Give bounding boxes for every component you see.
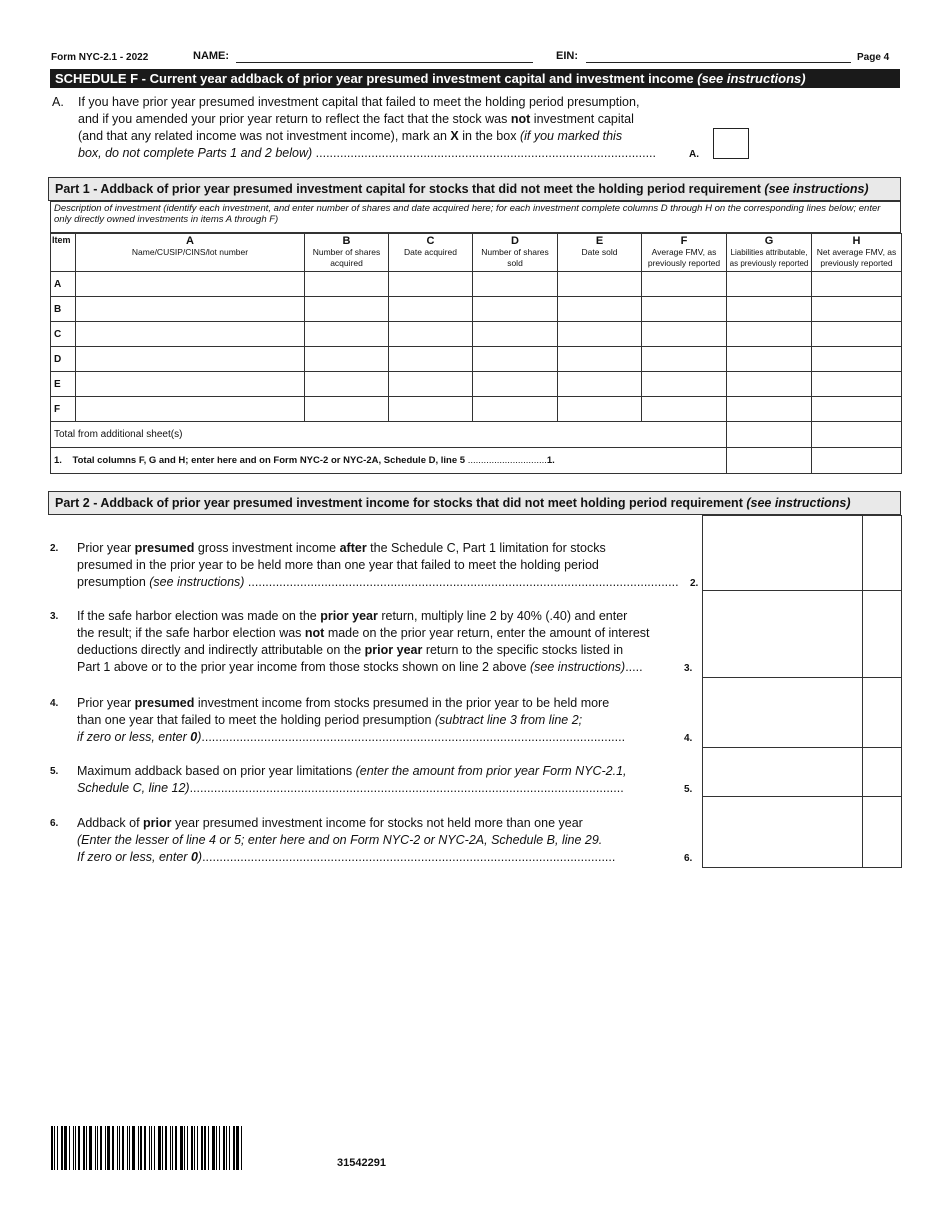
barcode-bar — [191, 1126, 193, 1170]
line-5 — [50, 763, 700, 797]
cell-f[interactable] — [642, 347, 727, 372]
col-h-header — [812, 234, 902, 272]
line-a-text-3-bold: X — [450, 129, 459, 143]
cell-a[interactable] — [76, 347, 305, 372]
col-f-label: Average FMV, as previously reported — [647, 247, 721, 268]
name-label: NAME: — [193, 50, 230, 62]
line-4 — [50, 695, 700, 747]
table-row — [51, 297, 902, 322]
part-2-title-note: (see instructions) — [746, 496, 851, 510]
cell-d[interactable] — [473, 347, 558, 372]
barcode-bar — [194, 1126, 195, 1170]
cell-c[interactable] — [389, 372, 473, 397]
cell-f[interactable] — [642, 397, 727, 422]
barcode-bar — [117, 1126, 118, 1170]
line-2-amount-box — [702, 515, 902, 591]
barcode-bar — [236, 1126, 239, 1170]
line-3-amount-box — [702, 590, 902, 678]
cell-e[interactable] — [558, 322, 642, 347]
line-4-text: Prior year presumed investment income from stocks presumed in the prior year to be held more than one year that failed to meet the holding period presumption (subtract line 3 from line 2; if zero or less, enter 0).......................................................................................................................... — [77, 696, 626, 744]
line-2-dollars[interactable] — [703, 516, 863, 590]
cell-g[interactable] — [727, 297, 812, 322]
table-row — [51, 322, 902, 347]
line-6-amount-box — [702, 796, 902, 868]
barcode-bar — [233, 1126, 235, 1170]
line-4-amount-box — [702, 677, 902, 748]
row-label: A — [51, 272, 76, 297]
line-a-text-1: If you have prior year presumed investment capital that failed to meet the holding period presumption, — [78, 95, 640, 109]
cell-e[interactable] — [558, 347, 642, 372]
barcode-bar — [51, 1126, 53, 1170]
col-g-label: Liabilities attributable, as previously reported — [729, 248, 809, 268]
line-2 — [50, 540, 700, 592]
cell-h[interactable] — [812, 372, 902, 397]
barcode-bar — [122, 1126, 124, 1170]
row-label: C — [51, 322, 76, 347]
line-6-cents[interactable] — [863, 797, 901, 867]
barcode-bar — [151, 1126, 152, 1170]
cell-c[interactable] — [389, 272, 473, 297]
form-number: 31542291 — [337, 1157, 386, 1169]
part-2-title-text: Part 2 - Addback of prior year presumed investment income for stocks that did not meet holding period requirement — [55, 496, 743, 510]
line-a-text-4-italic: box, do not complete Parts 1 and 2 below) — [78, 146, 313, 160]
part-1-header-row — [51, 234, 902, 272]
line-a-text-3a: (and that any related income was not investment income), mark an — [78, 129, 447, 143]
barcode-bar — [83, 1126, 85, 1170]
cell-f[interactable] — [642, 372, 727, 397]
barcode-bar — [119, 1126, 120, 1170]
col-c-label: Date acquired — [404, 247, 457, 257]
table-row — [51, 372, 902, 397]
col-f-header — [642, 234, 727, 272]
barcode-bar — [175, 1126, 177, 1170]
line-5-text: Maximum addback based on prior year limitations (enter the amount from prior year Form NYC-2.1, Schedule C, line 12)............................................................................................................................. — [77, 764, 627, 795]
cell-a[interactable] — [76, 272, 305, 297]
barcode-bar — [216, 1126, 217, 1170]
form-id: Form NYC-2.1 - 2022 — [51, 52, 149, 63]
total-additional-label: Total from additional sheet(s) — [51, 422, 727, 448]
barcode-bar — [223, 1126, 225, 1170]
cell-a[interactable] — [76, 322, 305, 347]
barcode-bar — [127, 1126, 128, 1170]
cell-h[interactable] — [812, 347, 902, 372]
col-d-letter: D — [511, 235, 519, 247]
col-b-label: Number of shares acquired — [312, 247, 381, 268]
table-row — [51, 347, 902, 372]
schedule-f-title — [50, 69, 900, 88]
barcode-bar — [187, 1126, 188, 1170]
line-3-cents[interactable] — [863, 591, 901, 677]
barcode-bar — [78, 1126, 80, 1170]
barcode-bar — [208, 1126, 209, 1170]
part-1-title-note: (see instructions) — [764, 182, 869, 196]
cell-d[interactable] — [473, 322, 558, 347]
barcode-bar — [162, 1126, 163, 1170]
line-2-ref: 2. — [690, 578, 699, 589]
cell-h[interactable] — [812, 297, 902, 322]
barcode-bar — [204, 1126, 206, 1170]
col-e-header — [558, 234, 642, 272]
line-a-ref: A. — [689, 149, 699, 160]
table-row — [51, 272, 902, 297]
barcode-bar — [197, 1126, 198, 1170]
cell-e[interactable] — [558, 272, 642, 297]
barcode-bar — [140, 1126, 142, 1170]
cell-b[interactable] — [305, 397, 389, 422]
line-3-ref: 3. — [684, 663, 693, 674]
cell-g[interactable] — [727, 272, 812, 297]
cell-b[interactable] — [305, 297, 389, 322]
line-a-text-2b: investment capital — [533, 112, 634, 126]
cell-d[interactable] — [473, 272, 558, 297]
part-1-description: Description of investment (identify each investment, and enter number of shares and date acquired here; for each investment complete columns D through H on the corresponding lines below; enter only directly owned investments in items A through F) — [50, 201, 901, 233]
cell-f[interactable] — [642, 322, 727, 347]
barcode-bar — [86, 1126, 87, 1170]
col-e-letter: E — [595, 235, 604, 247]
cell-b[interactable] — [305, 272, 389, 297]
ein-label: EIN: — [556, 50, 578, 62]
barcode-bar — [138, 1126, 139, 1170]
cell-c[interactable] — [389, 297, 473, 322]
barcode-bar — [129, 1126, 130, 1170]
line-1-label — [51, 448, 727, 474]
line-4-number: 4. — [50, 698, 59, 709]
barcode-bar — [219, 1126, 220, 1170]
cell-a[interactable] — [76, 297, 305, 322]
line-a-text-2 — [78, 111, 718, 128]
part-2-title — [48, 491, 901, 515]
barcode-bar — [57, 1126, 58, 1170]
barcode-bar — [89, 1126, 92, 1170]
barcode-bar — [149, 1126, 150, 1170]
cell-c[interactable] — [389, 322, 473, 347]
line-a-text-4 — [78, 145, 703, 162]
line-4-cents[interactable] — [863, 678, 901, 747]
line-5-dollars[interactable] — [703, 748, 863, 796]
part-1-title — [48, 177, 901, 201]
col-a-header — [76, 234, 305, 272]
barcode-bar — [154, 1126, 155, 1170]
part-1-table — [50, 233, 902, 474]
barcode-bar — [100, 1126, 102, 1170]
line-5-amount-box — [702, 747, 902, 797]
total-additional-g[interactable] — [812, 422, 902, 448]
cell-e[interactable] — [558, 372, 642, 397]
line-a-text-2a: and if you amended your prior year return to reflect the fact that the stock was — [78, 112, 508, 126]
col-g-header — [727, 234, 812, 272]
row-label: D — [51, 347, 76, 372]
barcode-bar — [73, 1126, 74, 1170]
cell-f[interactable] — [642, 297, 727, 322]
line-6 — [50, 815, 700, 867]
line-1-number: 1. — [54, 455, 62, 466]
cell-g[interactable] — [727, 372, 812, 397]
barcode-bar — [107, 1126, 110, 1170]
line-3 — [50, 608, 700, 678]
line-a-number: A. — [52, 95, 64, 109]
line-a-text — [78, 94, 718, 162]
total-additional-f[interactable] — [727, 422, 812, 448]
line-6-number: 6. — [50, 818, 59, 829]
cell-d[interactable] — [473, 397, 558, 422]
line-1-row — [51, 448, 902, 474]
line-a-text-3-italic: (if you marked this — [519, 129, 623, 143]
line-a-text-2-bold: not — [510, 112, 531, 126]
line-1-text: Total columns F, G and H; enter here and on Form NYC-2 or NYC-2A, Schedule D, line 5 — [72, 455, 466, 466]
barcode-bar — [61, 1126, 63, 1170]
cell-c[interactable] — [389, 397, 473, 422]
line-4-dollars[interactable] — [703, 678, 863, 747]
barcode-bar — [64, 1126, 67, 1170]
line-2-text: Prior year presumed gross investment income after the Schedule C, Part 1 limitation for stocks presumed in the prior year to be held more than one year that failed to meet the holding period presumption (see instructions) ............................................................................................................................ — [77, 541, 679, 589]
cell-f[interactable] — [642, 272, 727, 297]
col-h-label: Net average FMV, as previously reported — [816, 247, 897, 268]
barcode-bar — [75, 1126, 76, 1170]
line-1-g[interactable] — [812, 448, 902, 474]
line-a-text-3b: in the box — [462, 129, 517, 143]
barcode-bar — [241, 1126, 242, 1170]
line-2-number: 2. — [50, 543, 59, 554]
cell-h[interactable] — [812, 272, 902, 297]
cell-d[interactable] — [473, 372, 558, 397]
col-f-letter: F — [680, 235, 688, 247]
col-item-header: Item — [51, 234, 76, 272]
cell-h[interactable] — [812, 322, 902, 347]
line-3-text: If the safe harbor election was made on the prior year return, multiply line 2 by 40% (.40) and enter the result; if the safe harbor election was not made on the prior year return, enter the amount of interest deductions directly and indirectly attributable on the prior year return to the specific stocks listed in Part 1 above or to the prior year income from those stocks shown on line 2 above (see instructions)..... — [77, 609, 650, 674]
col-c-letter: C — [426, 235, 435, 247]
cell-a[interactable] — [76, 372, 305, 397]
cell-b[interactable] — [305, 372, 389, 397]
barcode-bar — [144, 1126, 146, 1170]
cell-g[interactable] — [727, 347, 812, 372]
row-label: B — [51, 297, 76, 322]
line-a-dots: .................................................................................................. — [315, 146, 657, 160]
barcode-bar — [165, 1126, 167, 1170]
barcode-bar — [180, 1126, 183, 1170]
cell-h[interactable] — [812, 397, 902, 422]
barcode-bar — [132, 1126, 135, 1170]
barcode-bar — [112, 1126, 114, 1170]
schedule-f-title-note: (see instructions) — [697, 71, 806, 86]
barcode-bar — [212, 1126, 215, 1170]
row-label: E — [51, 372, 76, 397]
barcode-bar — [201, 1126, 203, 1170]
total-additional-row — [51, 422, 902, 448]
row-label: F — [51, 397, 76, 422]
col-b-letter: B — [342, 235, 351, 247]
barcode-bar — [184, 1126, 185, 1170]
line-1-dots: .............................. — [467, 455, 547, 466]
barcode-bar — [172, 1126, 173, 1170]
line-a-text-3 — [78, 128, 718, 145]
barcode-bar — [54, 1126, 55, 1170]
barcode — [51, 1126, 247, 1170]
col-e-label: Date sold — [581, 247, 618, 257]
schedule-f-title-text: SCHEDULE F - Current year addback of prior year presumed investment capital and investment income — [55, 71, 694, 86]
line-5-ref: 5. — [684, 784, 693, 795]
name-field[interactable] — [236, 62, 533, 63]
cell-c[interactable] — [389, 347, 473, 372]
barcode-bar — [170, 1126, 171, 1170]
cell-d[interactable] — [473, 297, 558, 322]
line-1-ref: 1. — [546, 455, 555, 466]
line-a — [52, 94, 752, 164]
barcode-bar — [69, 1126, 70, 1170]
line-a-checkbox[interactable] — [713, 128, 749, 159]
cell-b[interactable] — [305, 347, 389, 372]
line-3-dollars[interactable] — [703, 591, 863, 677]
line-5-cents[interactable] — [863, 748, 901, 796]
cell-e[interactable] — [558, 297, 642, 322]
col-c-header — [389, 234, 473, 272]
cell-b[interactable] — [305, 322, 389, 347]
col-a-label: Name/CUSIP/CINS/lot number — [131, 247, 249, 257]
barcode-bar — [105, 1126, 106, 1170]
line-5-number: 5. — [50, 766, 59, 777]
col-b-header — [305, 234, 389, 272]
cell-a[interactable] — [76, 397, 305, 422]
line-1-f[interactable] — [727, 448, 812, 474]
page-number: Page 4 — [857, 52, 890, 63]
barcode-bar — [97, 1126, 98, 1170]
col-g-letter: G — [764, 235, 774, 247]
barcode-bar — [229, 1126, 230, 1170]
cell-e[interactable] — [558, 397, 642, 422]
col-d-header — [473, 234, 558, 272]
barcode-bar — [226, 1126, 227, 1170]
table-row — [51, 397, 902, 422]
cell-g[interactable] — [727, 397, 812, 422]
line-6-dollars[interactable] — [703, 797, 863, 867]
col-a-letter: A — [186, 235, 194, 247]
col-h-letter: H — [852, 235, 861, 247]
line-4-ref: 4. — [684, 733, 693, 744]
part-1-title-text: Part 1 - Addback of prior year presumed investment capital for stocks that did not meet the holding period requirement — [55, 182, 761, 196]
ein-field[interactable] — [586, 62, 851, 63]
cell-g[interactable] — [727, 322, 812, 347]
line-6-text: Addback of prior year presumed investment income for stocks not held more than one year (Enter the lesser of line 4 or 5; enter here and on Form NYC-2 or NYC-2A, Schedule B, line 29. If zero or less, enter 0)....................................................................................................................... — [77, 816, 616, 864]
col-d-label: Number of shares sold — [481, 247, 549, 268]
line-3-number: 3. — [50, 611, 59, 622]
barcode-bar — [158, 1126, 161, 1170]
barcode-bar — [95, 1126, 96, 1170]
line-6-ref: 6. — [684, 853, 693, 864]
line-2-cents[interactable] — [863, 516, 901, 590]
